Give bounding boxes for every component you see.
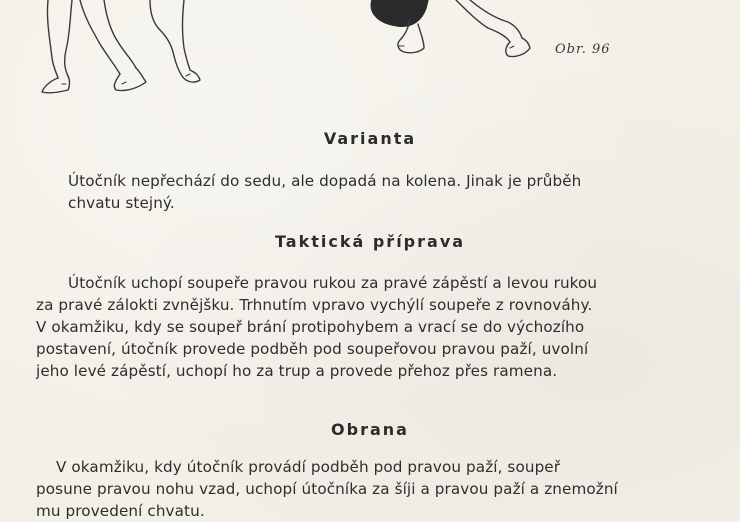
text-line: za pravé zálokti zvnějšku. Trhnutím vpravo vychýlí soupeře z rovnováhy. [36,296,593,314]
text-line: jeho levé zápěstí, uchopí ho za trup a provede přehoz přes ramena. [36,362,558,380]
figure-caption: Obr. 96 [555,42,611,57]
text-line: V okamžiku, kdy útočník provádí podběh pod pravou paží, soupeř [56,458,561,476]
section-heading-takticka-priprava: Taktická příprava [274,232,466,251]
paragraph-varianta [68,170,581,214]
section-heading-obrana: Obrana [331,420,409,439]
text-line: chvatu stejný. [68,194,175,212]
wrestlers-legs-drawing [0,0,740,120]
section-heading-varianta: Varianta [323,129,417,148]
wrestling-illustration [0,0,740,120]
text-line: mu provedení chvatu. [36,502,205,520]
text-line: Útočník uchopí soupeře pravou rukou za pravé zápěstí a levou rukou [68,274,598,292]
text-line: Útočník nepřechází do sedu, ale dopadá na kolena. Jinak je průběh [68,172,582,190]
text-line: V okamžiku, kdy se soupeř brání protipohybem a vrací se do výchozího [36,318,585,336]
text-line: posune pravou nohu vzad, uchopí útočníka za šíji a pravou paží a znemožní [36,480,618,498]
text-line: postavení, útočník provede podběh pod soupeřovou pravou paží, uvolní [36,340,589,358]
paragraph-takticka-priprava [36,272,597,382]
paragraph-obrana [36,456,618,522]
